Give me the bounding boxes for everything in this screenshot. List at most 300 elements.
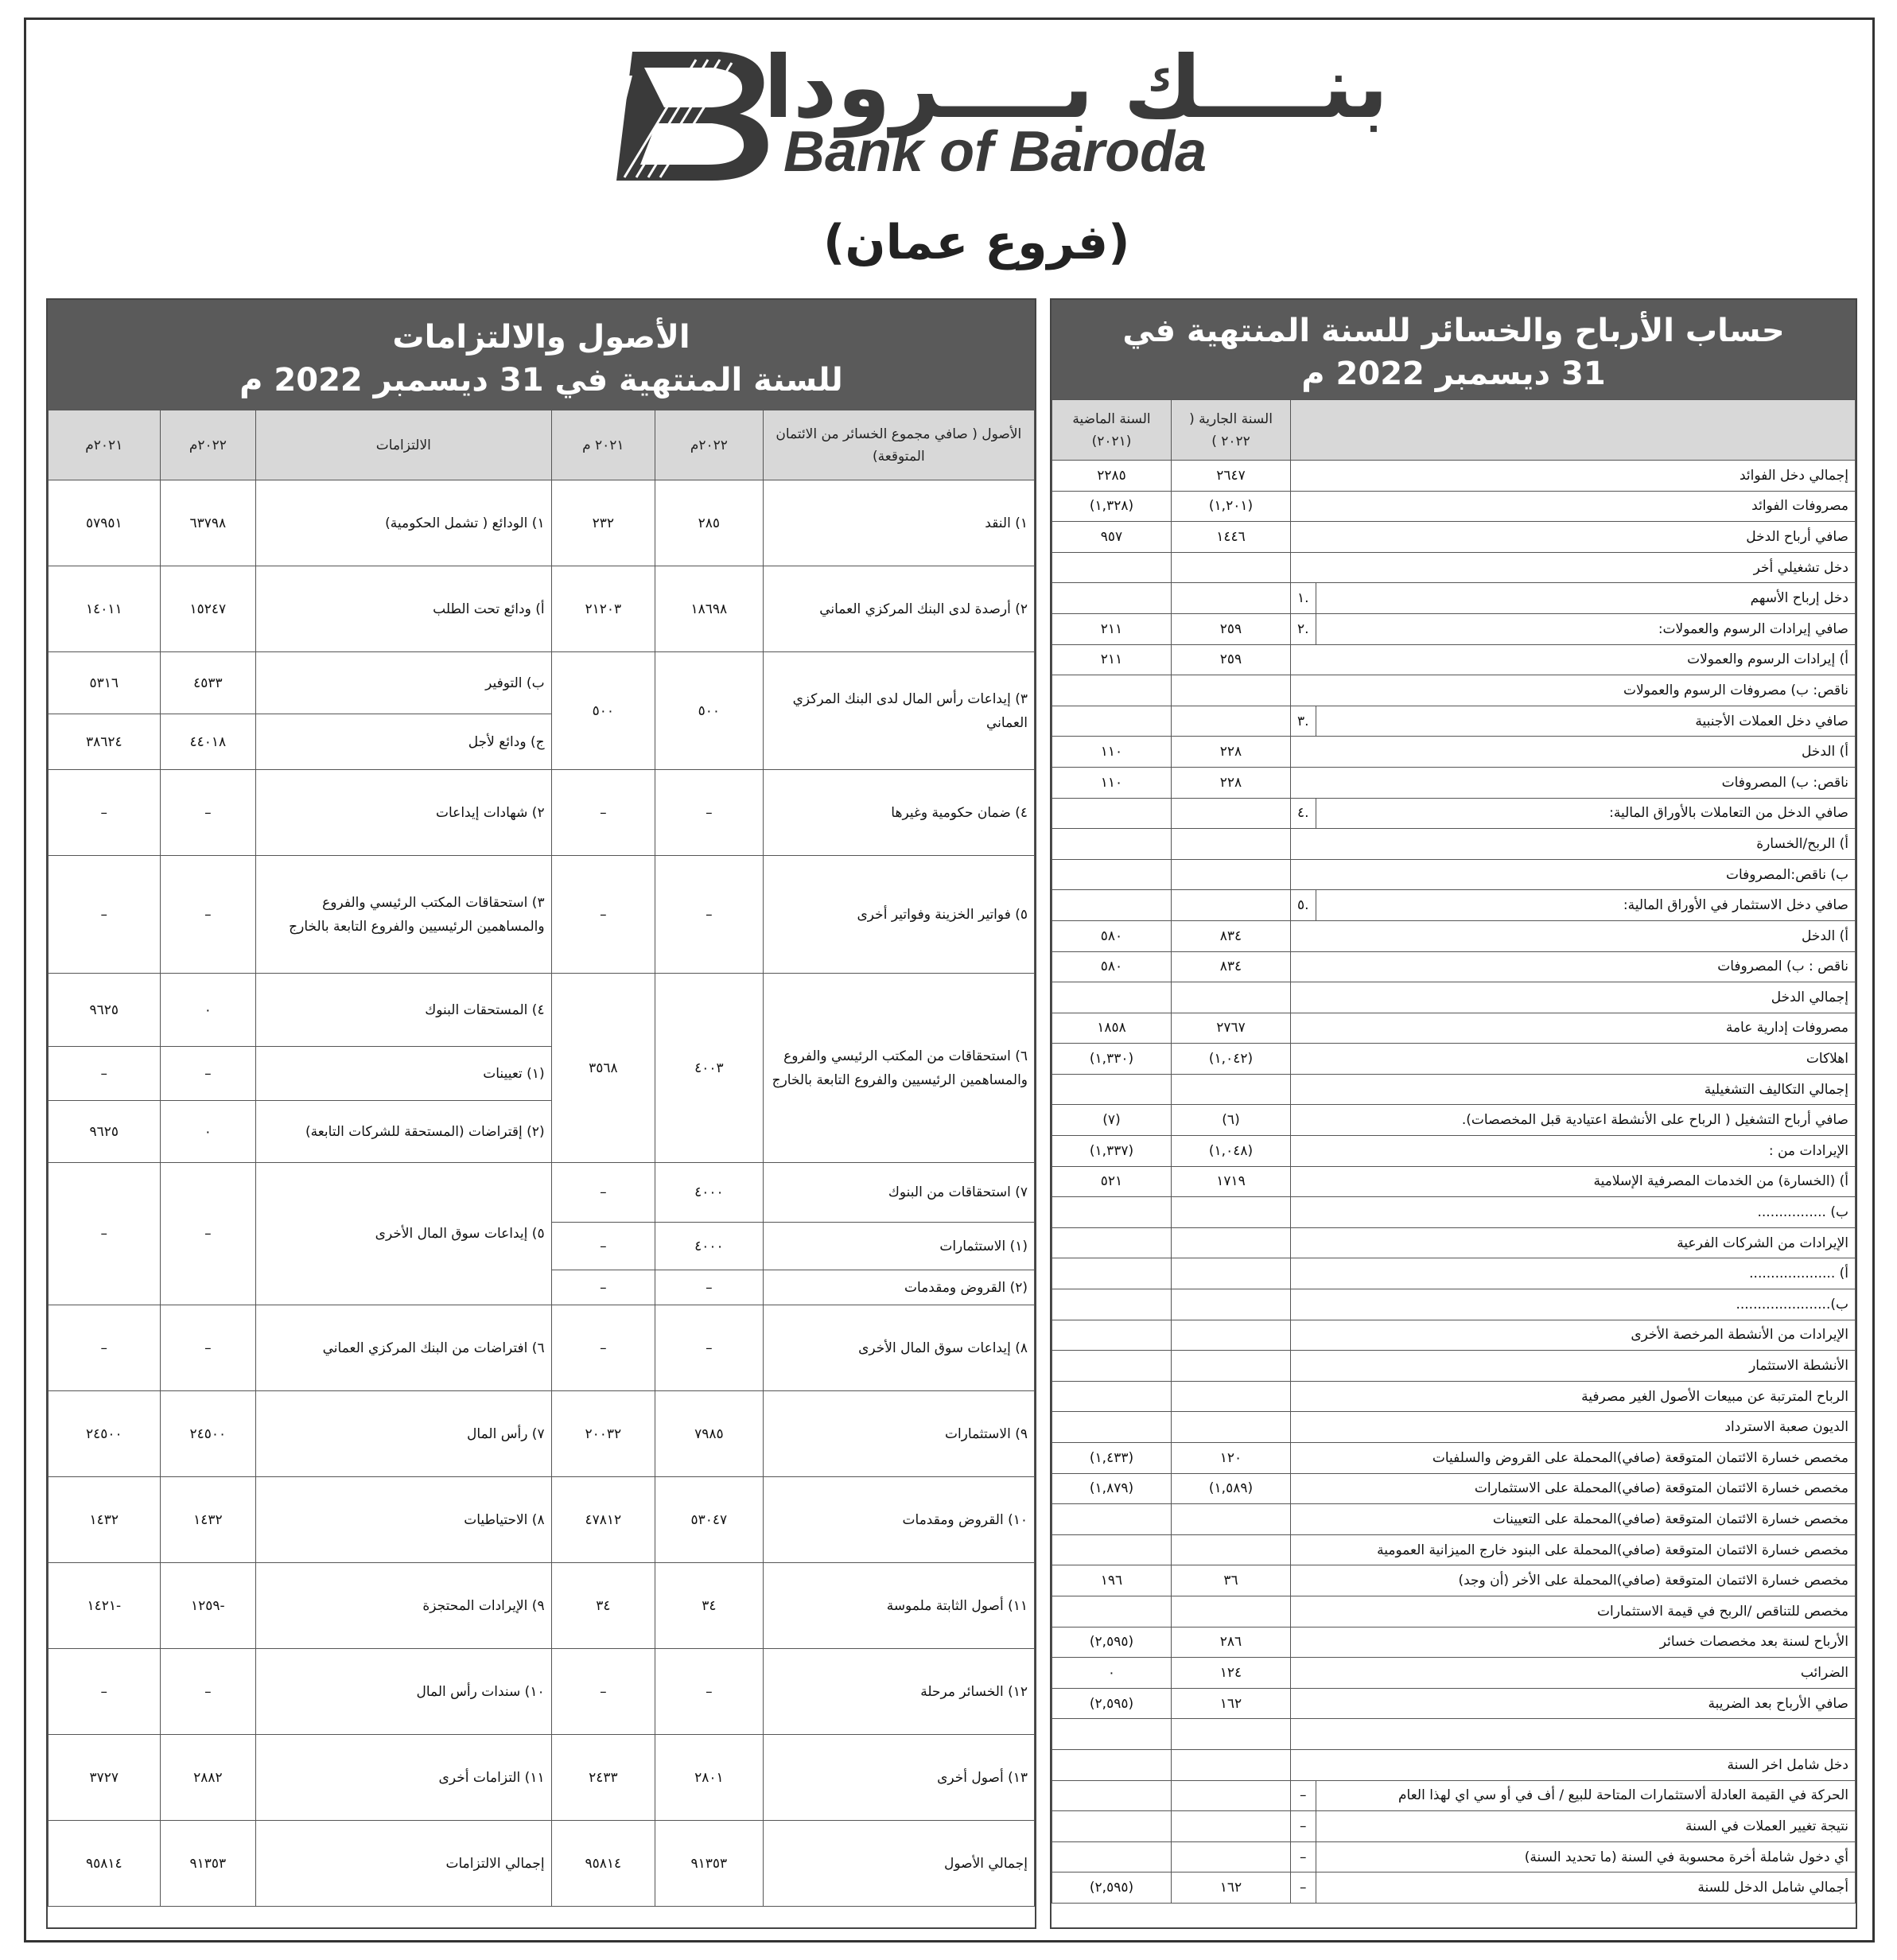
liability-2022: ٢٤٥٠٠ xyxy=(160,1391,255,1477)
liability-2022: ٤٥٣٣ xyxy=(160,652,255,714)
current-year-value xyxy=(1172,1351,1291,1382)
current-year-value: ١٢٤ xyxy=(1172,1658,1291,1689)
col-liab-2022: ٢٠٢٢م xyxy=(160,410,255,480)
liability-2022: – xyxy=(160,1163,255,1305)
current-year-value xyxy=(1172,1289,1291,1320)
liability-2021: – xyxy=(49,1649,161,1735)
total-liabilities-2021: ٩٥٨١٤ xyxy=(49,1821,161,1907)
previous-year-value xyxy=(1052,1504,1172,1535)
item-label: ناقص: ب) المصروفات xyxy=(1291,767,1856,798)
table-row xyxy=(1052,1412,1856,1443)
liability-2022: ١٤٣٢ xyxy=(160,1477,255,1563)
table-row xyxy=(1052,1044,1856,1075)
asset-2022: – xyxy=(655,1649,764,1735)
previous-year-value xyxy=(1052,1412,1172,1443)
table-row xyxy=(1052,1197,1856,1228)
current-year-value: ١٦٢ xyxy=(1172,1688,1291,1719)
table-row xyxy=(1052,1872,1856,1904)
table-row xyxy=(49,1477,1035,1563)
asset-2021: ٥٠٠ xyxy=(551,652,655,770)
asset-label: (١) الاستثمارات xyxy=(763,1223,1034,1270)
table-row xyxy=(49,770,1035,856)
current-year-value: (١,٠٤٢) xyxy=(1172,1044,1291,1075)
asset-label: ٦) استحقاقات من المكتب الرئيسي والفروع والمساهمين الرئيسيين والفروع التابعة بالخارج xyxy=(763,974,1034,1163)
current-year-value: (٦) xyxy=(1172,1105,1291,1136)
item-label: الإيرادات من الأنشطة المرخصة الأخرى xyxy=(1291,1320,1856,1351)
item-number: .٢ xyxy=(1291,613,1316,644)
profit-loss-header xyxy=(1052,300,1856,399)
current-year-value: ٢٢٨ xyxy=(1172,767,1291,798)
table-row xyxy=(1052,1227,1856,1258)
table-row xyxy=(1052,1565,1856,1596)
table-row xyxy=(1052,461,1856,492)
current-year-value: ٢٨٦ xyxy=(1172,1627,1291,1658)
item-label: صافي أرباح الدخل xyxy=(1291,522,1856,553)
table-row xyxy=(1052,1166,1856,1197)
total-liabilities-label: إجمالي الالتزامات xyxy=(256,1821,551,1907)
table-row xyxy=(1052,1688,1856,1719)
current-year-value xyxy=(1172,1841,1291,1872)
table-row xyxy=(1052,1105,1856,1136)
item-label: مصروفات الفوائد xyxy=(1291,491,1856,522)
table-row xyxy=(49,566,1035,652)
current-year-value: ٢٦٤٧ xyxy=(1172,461,1291,492)
current-year-value xyxy=(1172,552,1291,583)
previous-year-value: ٩٥٧ xyxy=(1052,522,1172,553)
current-year-value: ١٦٢ xyxy=(1172,1872,1291,1904)
item-label: ناقص : ب) المصروفات xyxy=(1291,951,1856,982)
current-year-value: ٢٧٦٧ xyxy=(1172,1013,1291,1044)
previous-year-value xyxy=(1052,583,1172,614)
asset-2021: – xyxy=(551,856,655,974)
liability-2021: ٩٦٢٥ xyxy=(49,1101,161,1163)
table-row xyxy=(1052,1841,1856,1872)
current-year-value: (١,٥٨٩) xyxy=(1172,1473,1291,1504)
liability-2021: – xyxy=(49,1047,161,1101)
asset-2022: ٤٠٠٠ xyxy=(655,1223,764,1270)
asset-2021: – xyxy=(551,770,655,856)
table-row xyxy=(1052,1658,1856,1689)
table-row xyxy=(1052,1289,1856,1320)
asset-2021: ٢٣٢ xyxy=(551,480,655,566)
asset-label: ٤) ضمان حكومية وغيرها xyxy=(763,770,1034,856)
previous-year-value: ١١٠ xyxy=(1052,767,1172,798)
current-year-value: ٢٢٨ xyxy=(1172,737,1291,768)
item-label: ب) ناقص:المصروفات xyxy=(1291,859,1856,890)
item-label: ب) ................ xyxy=(1291,1197,1856,1228)
asset-2022: – xyxy=(655,856,764,974)
liability-label: ٢) شهادات إيداعات xyxy=(256,770,551,856)
asset-label: ١٢) الخسائر مرحلة xyxy=(763,1649,1034,1735)
table-row xyxy=(1052,982,1856,1013)
previous-year-value: ١٩٦ xyxy=(1052,1565,1172,1596)
current-year-value xyxy=(1172,1197,1291,1228)
liability-2022: – xyxy=(160,770,255,856)
item-number: – xyxy=(1291,1872,1316,1904)
previous-year-value: (٢,٥٩٥) xyxy=(1052,1872,1172,1904)
logo-arabic-text: بنــــك بــــرودا xyxy=(764,38,1389,138)
asset-2021: – xyxy=(551,1270,655,1305)
item-label: إجمالي التكاليف التشغيلية xyxy=(1291,1074,1856,1105)
current-year-value xyxy=(1172,1412,1291,1443)
asset-label: ١٠) القروض ومقدمات xyxy=(763,1477,1034,1563)
table-row xyxy=(1052,583,1856,614)
total-liabilities-2022: ٩١٣٥٣ xyxy=(160,1821,255,1907)
table-row xyxy=(49,974,1035,1047)
liability-2022: ٦٣٧٩٨ xyxy=(160,480,255,566)
item-label: دخل إرباح الأسهم xyxy=(1316,583,1855,614)
liability-2021: ٩٦٢٥ xyxy=(49,974,161,1047)
liability-label: أ) ودائع تحت الطلب xyxy=(256,566,551,652)
liability-2022: -١٢٥٩ xyxy=(160,1563,255,1649)
asset-label: ٥) فواتير الخزينة وفواتير أخرى xyxy=(763,856,1034,974)
liability-2021: ٢٤٥٠٠ xyxy=(49,1391,161,1477)
previous-year-value: (٢,٥٩٥) xyxy=(1052,1627,1172,1658)
previous-year-value: ٥٢١ xyxy=(1052,1166,1172,1197)
asset-2022: ٢٨٠١ xyxy=(655,1735,764,1821)
asset-2022: – xyxy=(655,1305,764,1391)
table-row xyxy=(49,856,1035,974)
table-row xyxy=(1052,951,1856,982)
liability-2021: ١٤٠١١ xyxy=(49,566,161,652)
item-label: الديون صعبة الاسترداد xyxy=(1291,1412,1856,1443)
table-row xyxy=(1052,1074,1856,1105)
table-row xyxy=(1052,1719,1856,1750)
table-row xyxy=(1052,1136,1856,1167)
liability-label: ١١) التزامات أخرى xyxy=(256,1735,551,1821)
item-label: صافي إيرادات الرسوم والعمولات: xyxy=(1316,613,1855,644)
previous-year-value xyxy=(1052,1074,1172,1105)
item-label: مصروفات إدارية عامة xyxy=(1291,1013,1856,1044)
current-year-value xyxy=(1172,675,1291,706)
table-row xyxy=(1052,767,1856,798)
previous-year-value xyxy=(1052,1719,1172,1750)
table-row xyxy=(1052,675,1856,706)
previous-year-value xyxy=(1052,1534,1172,1565)
item-label: مخصص خسارة الائتمان المتوقعة (صافي)المحملة على القروض والسلفيات xyxy=(1291,1443,1856,1474)
profit-loss-subtitle: 31 ديسمبر 2022 م xyxy=(1301,356,1606,392)
current-year-value: ٣٦ xyxy=(1172,1565,1291,1596)
table-row xyxy=(1052,644,1856,675)
table-row xyxy=(1052,890,1856,921)
current-year-value xyxy=(1172,706,1291,737)
item-label: أ) .................... xyxy=(1291,1258,1856,1289)
item-label: مخصص خسارة الائتمان المتوقعة (صافي)المحملة على التعيينات xyxy=(1291,1504,1856,1535)
current-year-value xyxy=(1172,890,1291,921)
item-label: صافي أرباح التشغيل ( الرباح على الأنشطة اعتيادية قبل المخصصات). xyxy=(1291,1105,1856,1136)
item-label: أجمالي شامل الدخل للسنة xyxy=(1316,1872,1855,1904)
table-row xyxy=(1052,1381,1856,1412)
table-row xyxy=(1052,1627,1856,1658)
current-year-value: ٢٥٩ xyxy=(1172,613,1291,644)
col-liabilities: الالتزامات xyxy=(256,410,551,480)
table-row xyxy=(1052,829,1856,860)
previous-year-value xyxy=(1052,552,1172,583)
table-row xyxy=(1052,1780,1856,1811)
item-label: الإيرادات من الشركات الفرعية xyxy=(1291,1227,1856,1258)
table-row xyxy=(1052,1258,1856,1289)
col-liab-2021: ٢٠٢١م xyxy=(49,410,161,480)
item-number: – xyxy=(1291,1780,1316,1811)
asset-2021: – xyxy=(551,1163,655,1223)
item-label: أ) الدخل xyxy=(1291,737,1856,768)
item-label: دخل تشغيلي أخر xyxy=(1291,552,1856,583)
previous-year-value: ٢١١ xyxy=(1052,613,1172,644)
current-year-value xyxy=(1172,1227,1291,1258)
table-row xyxy=(1052,522,1856,553)
profit-loss-panel xyxy=(1050,298,1857,1929)
item-label: ناقص: ب) مصروفات الرسوم والعمولات xyxy=(1291,675,1856,706)
table-row xyxy=(1052,1504,1856,1535)
table-row xyxy=(1052,1443,1856,1474)
liability-label: ب) التوفير xyxy=(256,652,551,714)
liability-2021: ١٤٣٢ xyxy=(49,1477,161,1563)
current-year-value xyxy=(1172,1504,1291,1535)
current-year-value xyxy=(1172,1381,1291,1412)
asset-2022: ٧٩٨٥ xyxy=(655,1391,764,1477)
item-number: .١ xyxy=(1291,583,1316,614)
table-row xyxy=(1052,1534,1856,1565)
col-assets: الأصول ( صافي مجموع الخسائر من الائتمان المتوقعة) xyxy=(763,410,1034,480)
current-year-value: (١,٢٠١) xyxy=(1172,491,1291,522)
item-label: الضرائب xyxy=(1291,1658,1856,1689)
current-year-value xyxy=(1172,1534,1291,1565)
table-row xyxy=(49,652,1035,714)
item-label: ب)...................... xyxy=(1291,1289,1856,1320)
asset-label: ٨) إيداعات سوق المال الأخرى xyxy=(763,1305,1034,1391)
asset-2022: ٥٠٠ xyxy=(655,652,764,770)
table-row xyxy=(1052,920,1856,951)
previous-year-value xyxy=(1052,1351,1172,1382)
table-row xyxy=(1052,737,1856,768)
item-label: اهلاكات xyxy=(1291,1044,1856,1075)
balance-sheet-subtitle: للسنة المنتهية في 31 ديسمبر 2022 م xyxy=(239,362,843,399)
table-row xyxy=(1052,1749,1856,1780)
item-label: مخصص خسارة الائتمان المتوقعة (صافي)المحملة على الاستثمارات xyxy=(1291,1473,1856,1504)
liability-2022: – xyxy=(160,1047,255,1101)
previous-year-value xyxy=(1052,1197,1172,1228)
asset-2021: ٣٤ xyxy=(551,1563,655,1649)
table-row xyxy=(49,1735,1035,1821)
profit-loss-header-row xyxy=(1052,400,1856,461)
asset-2022: – xyxy=(655,1270,764,1305)
branch-title: (فروع عمان) xyxy=(823,215,1130,270)
asset-2021: ٢٠٠٣٢ xyxy=(551,1391,655,1477)
current-year-value xyxy=(1172,798,1291,829)
asset-2021: – xyxy=(551,1305,655,1391)
asset-2022: ٤٠٠٣ xyxy=(655,974,764,1163)
liability-2022: ٠ xyxy=(160,974,255,1047)
asset-2022: ٤٠٠٠ xyxy=(655,1163,764,1223)
current-year-value xyxy=(1172,1811,1291,1842)
asset-2021: ٢١٢٠٣ xyxy=(551,566,655,652)
item-label: الحركة في القيمة العادلة ألاستثمارات المتاحة للبيع / أف في أو سي اي لهذا العام xyxy=(1316,1780,1855,1811)
liability-label: ٣) استحقاقات المكتب الرئيسي والفروع والمساهمين الرئيسيين والفروع التابعة بالخارج xyxy=(256,856,551,974)
liability-2022: ١٥٢٤٧ xyxy=(160,566,255,652)
liability-label: (٢) إقتراضات (المستحقة للشركات التابعة) xyxy=(256,1101,551,1163)
previous-year-value xyxy=(1052,1749,1172,1780)
liability-2022: – xyxy=(160,856,255,974)
logo-english-text: Bank of Baroda xyxy=(783,120,1207,184)
current-year-value xyxy=(1172,1780,1291,1811)
liability-label: (١) تعيينات xyxy=(256,1047,551,1101)
liability-2022: ٢٨٨٢ xyxy=(160,1735,255,1821)
asset-label: ٧) استحقاقات من البنوك xyxy=(763,1163,1034,1223)
previous-year-value xyxy=(1052,829,1172,860)
table-row xyxy=(49,1563,1035,1649)
item-label: مخصص خسارة الائتمان المتوقعة (صافي)المحملة على الأخر (أن وجد) xyxy=(1291,1565,1856,1596)
previous-year-value xyxy=(1052,1596,1172,1627)
table-row xyxy=(1052,706,1856,737)
previous-year-value: (١,٣٣٧) xyxy=(1052,1136,1172,1167)
asset-label: ١١) أصول الثابتة ملموسة xyxy=(763,1563,1034,1649)
balance-sheet-panel xyxy=(46,298,1036,1929)
item-label: أي دخول شاملة أخرة محسوبة في السنة (ما تحديد السنة) xyxy=(1316,1841,1855,1872)
table-row xyxy=(1052,798,1856,829)
total-assets-label: إجمالي الأصول xyxy=(763,1821,1034,1907)
table-row xyxy=(1052,552,1856,583)
asset-2021: ٤٧٨١٢ xyxy=(551,1477,655,1563)
total-assets-2022: ٩١٣٥٣ xyxy=(655,1821,764,1907)
asset-2022: – xyxy=(655,770,764,856)
asset-2021: ٣٥٦٨ xyxy=(551,974,655,1163)
previous-year-value xyxy=(1052,1320,1172,1351)
item-label: الأنشطة الاستثمار xyxy=(1291,1351,1856,1382)
previous-year-value: ٢١١ xyxy=(1052,644,1172,675)
table-row xyxy=(49,480,1035,566)
item-label: الأرباح لسنة بعد مخصصات خسائر xyxy=(1291,1627,1856,1658)
item-label: أ) الربح/الخسارة xyxy=(1291,829,1856,860)
current-year-value xyxy=(1172,1719,1291,1750)
previous-year-value xyxy=(1052,706,1172,737)
current-year-value xyxy=(1172,1074,1291,1105)
previous-year-value: ٥٨٠ xyxy=(1052,951,1172,982)
current-year-value: ١٧١٩ xyxy=(1172,1166,1291,1197)
asset-label: (٢) القروض ومقدمات xyxy=(763,1270,1034,1305)
col-previous-year: السنة الماضية (٢٠٢١) xyxy=(1052,400,1172,461)
previous-year-value: ١٨٥٨ xyxy=(1052,1013,1172,1044)
item-label: نتيجة تغيير العملات في السنة xyxy=(1316,1811,1855,1842)
liability-label: ج) ودائع لأجل xyxy=(256,714,551,770)
col-item xyxy=(1291,400,1856,461)
current-year-value: ١٢٠ xyxy=(1172,1443,1291,1474)
previous-year-value xyxy=(1052,1780,1172,1811)
profit-loss-title: حساب الأرباح والخسائر للسنة المنتهية في xyxy=(1122,313,1785,349)
asset-label: ١٣) أصول أخرى xyxy=(763,1735,1034,1821)
table-row xyxy=(1052,859,1856,890)
previous-year-value: (١,٣٢٨) xyxy=(1052,491,1172,522)
liability-2022: – xyxy=(160,1305,255,1391)
liability-label: ٨) الاحتياطيات xyxy=(256,1477,551,1563)
asset-label: ١) النقد xyxy=(763,480,1034,566)
balance-sheet-table xyxy=(48,410,1035,1907)
current-year-value xyxy=(1172,1596,1291,1627)
liability-2021: ٣٨٦٢٤ xyxy=(49,714,161,770)
item-label: دخل شامل اخر السنة xyxy=(1291,1749,1856,1780)
item-label: أ) (الخسارة) من الخدمات المصرفية الإسلامية xyxy=(1291,1166,1856,1197)
current-year-value: ٨٣٤ xyxy=(1172,951,1291,982)
current-year-value xyxy=(1172,829,1291,860)
asset-2022: ٣٤ xyxy=(655,1563,764,1649)
table-row xyxy=(1052,491,1856,522)
table-row xyxy=(49,1391,1035,1477)
asset-label: ٢) أرصدة لدى البنك المركزي العماني xyxy=(763,566,1034,652)
current-year-value xyxy=(1172,859,1291,890)
balance-sheet-title: الأصول والالتزامات xyxy=(392,319,690,356)
liability-2021: – xyxy=(49,1305,161,1391)
profit-loss-table xyxy=(1052,399,1856,1904)
table-row xyxy=(49,1305,1035,1391)
liability-2022: ٠ xyxy=(160,1101,255,1163)
liability-2021: -١٤٢١ xyxy=(49,1563,161,1649)
asset-2021: ٢٤٣٣ xyxy=(551,1735,655,1821)
liability-label: ١) الودائع ( تشمل الحكومية) xyxy=(256,480,551,566)
balance-sheet-header xyxy=(48,300,1035,410)
previous-year-value xyxy=(1052,1841,1172,1872)
table-row xyxy=(1052,1473,1856,1504)
table-row xyxy=(1052,1320,1856,1351)
table-row xyxy=(1052,1596,1856,1627)
previous-year-value xyxy=(1052,1258,1172,1289)
item-number: – xyxy=(1291,1811,1316,1842)
liability-2022: – xyxy=(160,1649,255,1735)
item-label: إجمالي الدخل xyxy=(1291,982,1856,1013)
total-assets-2021: ٩٥٨١٤ xyxy=(551,1821,655,1907)
liability-2021: ٥٣١٦ xyxy=(49,652,161,714)
asset-2022: ٥٣٠٤٧ xyxy=(655,1477,764,1563)
liability-2021: – xyxy=(49,856,161,974)
item-label: صافي دخل الاستثمار في الأوراق المالية: xyxy=(1316,890,1855,921)
liability-2021: – xyxy=(49,770,161,856)
previous-year-value xyxy=(1052,1289,1172,1320)
liability-2021: – xyxy=(49,1163,161,1305)
previous-year-value: ٥٨٠ xyxy=(1052,920,1172,951)
liability-2021: ٣٧٢٧ xyxy=(49,1735,161,1821)
liability-2022: ٤٤٠١٨ xyxy=(160,714,255,770)
previous-year-value: ٢٢٨٥ xyxy=(1052,461,1172,492)
liability-2021: ٥٧٩٥١ xyxy=(49,480,161,566)
liability-label: ٦) افتراضات من البنك المركزي العماني xyxy=(256,1305,551,1391)
col-current-year: السنة الجارية ( ٢٠٢٢ ) xyxy=(1172,400,1291,461)
current-year-value xyxy=(1172,1320,1291,1351)
item-number: .٥ xyxy=(1291,890,1316,921)
balance-sheet-header-row xyxy=(49,410,1035,480)
previous-year-value: (١,٤٣٣) xyxy=(1052,1443,1172,1474)
table-row xyxy=(1052,1351,1856,1382)
item-number: – xyxy=(1291,1841,1316,1872)
liability-label: ١٠) سندات رأس المال xyxy=(256,1649,551,1735)
liability-label: ٤) المستحقات البنوك xyxy=(256,974,551,1047)
previous-year-value: (١,٣٣٠) xyxy=(1052,1044,1172,1075)
col-assets-2021: ٢٠٢١ م xyxy=(551,410,655,480)
asset-2021: – xyxy=(551,1223,655,1270)
current-year-value: (١,٠٤٨) xyxy=(1172,1136,1291,1167)
liability-label: ٩) الإيرادات المحتجزة xyxy=(256,1563,551,1649)
table-row xyxy=(49,1649,1035,1735)
total-row xyxy=(49,1821,1035,1907)
previous-year-value xyxy=(1052,859,1172,890)
table-row xyxy=(1052,1013,1856,1044)
current-year-value: ١٤٤٦ xyxy=(1172,522,1291,553)
previous-year-value: (١,٨٧٩) xyxy=(1052,1473,1172,1504)
previous-year-value xyxy=(1052,982,1172,1013)
table-row xyxy=(1052,613,1856,644)
item-label xyxy=(1291,1719,1856,1750)
item-label: صافي الدخل من التعاملات بالأوراق المالية: xyxy=(1316,798,1855,829)
previous-year-value xyxy=(1052,890,1172,921)
current-year-value: ٢٥٩ xyxy=(1172,644,1291,675)
item-label: أ) إيرادات الرسوم والعمولات xyxy=(1291,644,1856,675)
